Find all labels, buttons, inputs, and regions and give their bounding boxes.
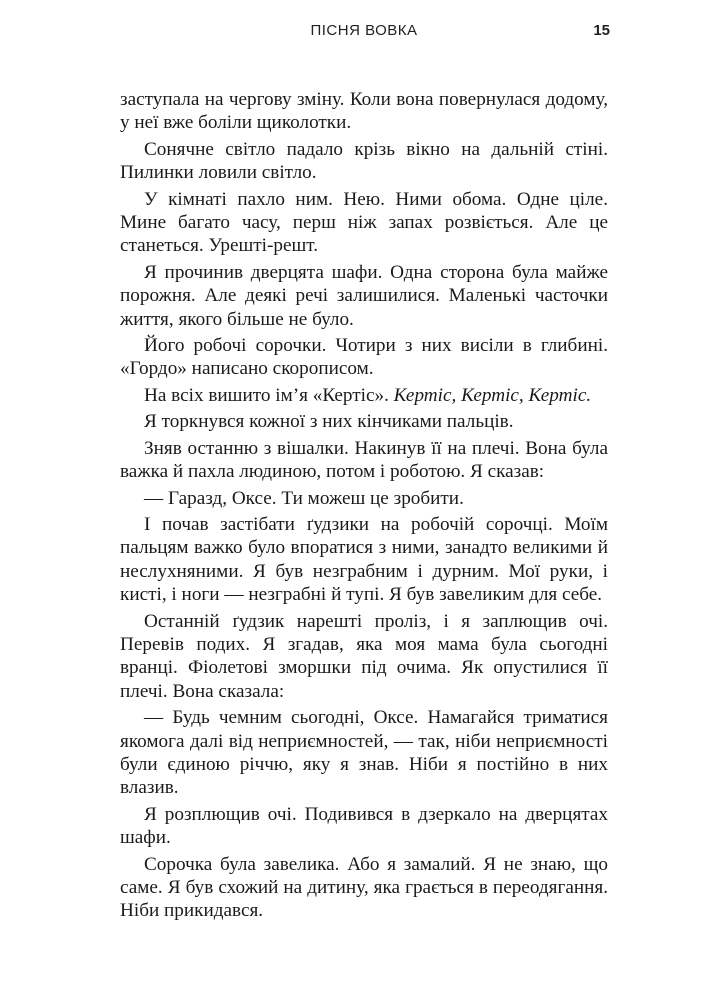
italic-names: Кертіс, Кертіс, Кертіс. (393, 384, 592, 406)
paragraph (120, 384, 608, 407)
page-number: 15 (593, 22, 610, 39)
paragraph: Зняв останню з вішалки. Накинув її на плечі. Вона була важка й пахла людиною, потом і роботою. Я сказав: (120, 437, 608, 483)
paragraph: У кімнаті пахло ним. Нею. Ними обома. Одне ціле. Мине багато часу, перш ніж запах розвіється. Але це станеться. Урешті-решт. (120, 188, 608, 257)
running-head (120, 22, 608, 44)
paragraph: Його робочі сорочки. Чотири з них висіли в глибині. «Гордо» написано скорописом. (120, 335, 608, 380)
book-title: ПІСНЯ ВОВКА (310, 22, 418, 39)
dialogue-line: — Будь чемним сьогодні, Оксе. Намагайся триматися якомога далі від неприємностей, — так, ніби неприємності були єдиною річчю, яку я знав. Ніби я постійно в них влазив. (120, 707, 608, 799)
paragraph: заступала на чергову зміну. Коли вона повернулася додому, у неї вже боліли щиколотки. (120, 89, 608, 134)
paragraph-text: На всіх вишито ім’я «Кертіс». (144, 384, 394, 406)
body-text (120, 88, 608, 923)
paragraph: Сонячне світло падало крізь вікно на дальній стіні. Пилинки ловили світло. (120, 138, 608, 184)
paragraph: Сорочка була завелика. Або я замалий. Я не знаю, що саме. Я був схожий на дитину, яка грається в переодягання. Ніби прикидався. (120, 853, 608, 922)
paragraph: Я торкнувся кожної з них кінчиками пальців. (144, 411, 514, 433)
paragraph: Я розплющив очі. Подивився в дзеркало на дверцятах шафи. (120, 803, 608, 849)
dialogue-line: — Гаразд, Оксе. Ти можеш це зробити. (144, 487, 464, 509)
paragraph: Я прочинив дверцята шафи. Одна сторона була майже порожня. Але деякі речі залишилися. Маленькі часточки життя, якого більше не було. (120, 261, 608, 330)
paragraph: І почав застібати ґудзики на робочій сорочці. Моїм пальцям важко було впоратися з ними, занадто великими й неслухняними. Я був незграбним і дурним. Мої руки, і кисті, і ноги — незграбні й тупі. Я був завеликим для себе. (120, 513, 608, 606)
paragraph: Останній ґудзик нарешті проліз, і я заплющив очі. Перевів подих. Я згадав, яка моя мама була сьогодні вранці. Фіолетові зморшки під очима. Як опустилися її плечі. Вона сказала: (120, 610, 608, 702)
